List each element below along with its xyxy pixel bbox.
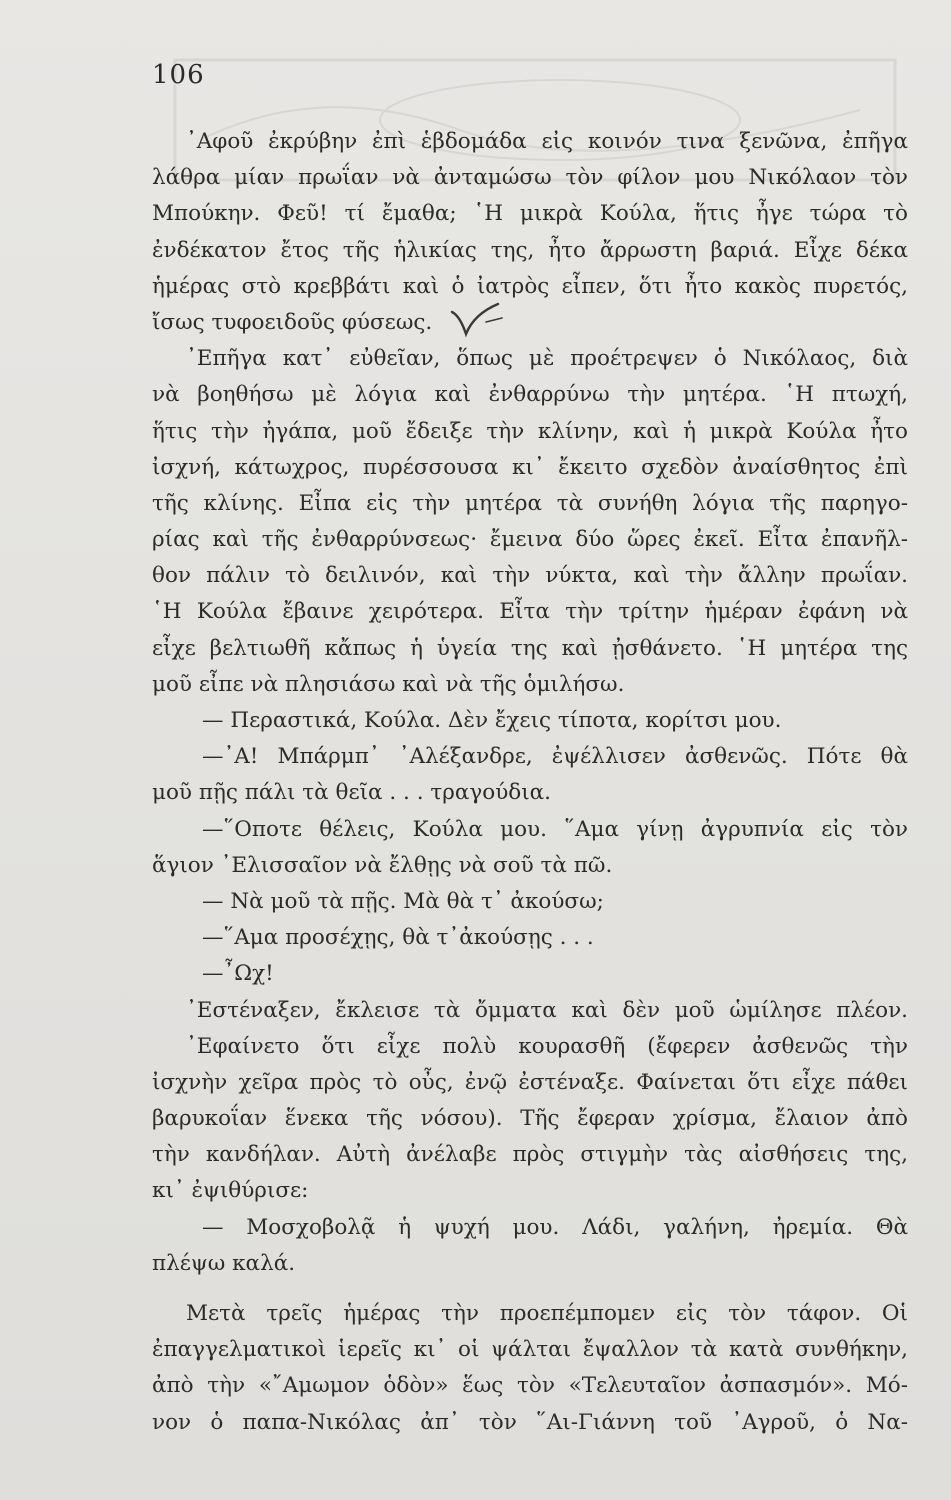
- text-line: —῏Ωχ!: [202, 961, 274, 987]
- dialogue-line: [152, 812, 908, 884]
- text-line: ἐνδέκατον ἔτος τῆς ἡλικίας της, ἦτο ἄρρωστη βαριά. Εἶχε δέκα: [152, 237, 908, 263]
- text-line: τὴν κανδήλαν. Αὐτὴ ἀνέλαβε πρὸς στιγμὴν τὰς αἰσθήσεις της,: [152, 1142, 908, 1168]
- dialogue-line: [152, 920, 908, 956]
- text-line: πλέψω καλά.: [152, 1250, 296, 1276]
- text-line: —῞Αμα προσέχῃς, θὰ τ᾿ἀκούσῃς . . .: [202, 925, 594, 951]
- text-line: εἶχε βελτιωθῆ κἄπως ἡ ὑγεία της καὶ ᾐσθάνετο. ῾Η μητέρα της: [152, 635, 908, 661]
- text-line: ἅγιον ᾿Ελισσαῖον νὰ ἔλθῃς νὰ σοῦ τὰ πῶ.: [152, 852, 613, 878]
- text-line: ἰσχνή, κάτωχρος, πυρέσσουσα κι᾿ ἔκειτο σχεδὸν ἀναίσθητος ἐπὶ: [152, 454, 908, 480]
- paragraph-gap: [152, 1282, 908, 1296]
- text-line: Μπούκην. Φεῦ! τί ἔμαθα; ῾Η μικρὰ Κούλα, ἥτις ἦγε τώρα τὸ: [152, 201, 908, 227]
- dialogue-line: [152, 703, 908, 739]
- text-line: τῆς κλίνης. Εἶπα εἰς τὴν μητέρα τὰ συνήθη λόγια τῆς παρηγο-: [152, 490, 908, 516]
- text-line: νον ὁ παπα-Νικόλας ἀπ᾿ τὸν ῞Αι-Γιάννη τοῦ ᾿Αγροῦ, ὁ Να-: [152, 1409, 908, 1435]
- text-line: λάθρα μίαν πρωΐαν νὰ ἀνταμώσω τὸν φίλον μου Νικόλαον τὸν: [152, 165, 908, 191]
- text-line: μοῦ πῇς πάλι τὰ θεῖα . . . τραγούδια.: [152, 780, 552, 806]
- text-line: ἡμέρας στὸ κρεββάτι καὶ ὁ ἰατρὸς εἶπεν, ὅτι ἦτο κακὸς πυρετός,: [152, 273, 908, 299]
- text-line: Μετὰ τρεῖς ἡμέρας τὴν προεπέμπομεν εἰς τὸν τάφον. Οἱ: [186, 1301, 908, 1326]
- text-line: ᾿Εφαίνετο ὅτι εἶχε πολὺ κουρασθῆ (ἔφερεν ἀσθενῶς τὴν: [186, 1033, 908, 1059]
- paragraph: [152, 1029, 908, 1210]
- text-line: βαρυκοΐαν ἕνεκα τῆς νόσου). Τῆς ἔφεραν χρίσμα, ἔλαιον ἀπὸ: [152, 1106, 908, 1132]
- paragraph: [152, 124, 908, 341]
- text-line: ἴσως τυφοειδοῦς φύσεως.: [152, 309, 433, 335]
- text-line: — Νὰ μοῦ τὰ πῇς. Μὰ θὰ τ᾿ ἀκούσω;: [202, 888, 604, 914]
- text-line: κι᾿ ἐψιθύρισε:: [152, 1178, 309, 1204]
- text-line: θον πάλιν τὸ δειλινόν, καὶ τὴν νύκτα, καὶ τὴν ἄλλην πρωΐαν.: [152, 563, 908, 589]
- text-line: ἰσχνὴν χεῖρα πρὸς τὸ οὖς, ἐνῷ ἐστέναξε. Φαίνεται ὅτι εἶχε πάθει: [152, 1069, 908, 1095]
- text-line: μοῦ εἶπε νὰ πλησιάσω καὶ νὰ τῆς ὁμιλήσω.: [152, 671, 625, 697]
- text-line: ἥτις τὴν ἠγάπα, μοῦ ἔδειξε τὴν κλίνην, καὶ ἡ μικρὰ Κούλα ἦτο: [152, 418, 908, 444]
- paragraph: [152, 341, 908, 703]
- text-line: ἐπαγγελματικοὶ ἱερεῖς κι᾿ οἱ ψάλται ἔψαλλον τὰ κατὰ συνθήκην,: [152, 1337, 908, 1363]
- text-line: — Μοσχοβολᾷ ἡ ψυχή μου. Λάδι, γαλήνη, ἠρεμία. Θὰ: [202, 1214, 908, 1240]
- text-line: νὰ βοηθήσω μὲ λόγια καὶ ἐνθαρρύνω τὴν μητέρα. ῾Η πτωχή,: [152, 382, 908, 408]
- text-line: ρίας καὶ τῆς ἐνθαρρύνσεως· ἔμεινα δύο ὥρες ἐκεῖ. Εἶτα ἐπανῆλ-: [152, 527, 908, 553]
- paragraph: [152, 1296, 908, 1441]
- text-line: —᾿Α! Μπάρμπ᾿ ᾿Αλέξανδρε, ἐψέλλισεν ἀσθενῶς. Πότε θὰ: [202, 744, 908, 770]
- text-line: ᾿Αφοῦ ἐκρύβην ἐπὶ ἑβδομάδα εἰς κοινόν τινα ξενῶνα, ἐπῆγα: [186, 129, 908, 154]
- paragraph: [152, 993, 908, 1029]
- page-number: 106: [152, 60, 205, 90]
- text-line: —῞Οποτε θέλεις, Κούλα μου. ῞Αμα γίνῃ ἀγρυπνία εἰς τὸν: [202, 816, 908, 842]
- dialogue-line: [152, 884, 908, 920]
- text-line: — Περαστικά, Κούλα. Δὲν ἔχεις τίποτα, κορίτσι μου.: [202, 708, 782, 733]
- text-line: ῾Η Κούλα ἔβαινε χειρότερα. Εἶτα τὴν τρίτην ἡμέραν ἐφάνη νὰ: [152, 599, 908, 625]
- dialogue-line: [152, 1210, 908, 1282]
- text-line: ᾿Εστέναξεν, ἔκλεισε τὰ ὄμματα καὶ δὲν μοῦ ὡμίλησε πλέον.: [186, 997, 908, 1023]
- dialogue-line: [152, 739, 908, 811]
- text-line: ᾿Επῆγα κατ᾿ εὐθεῖαν, ὅπως μὲ προέτρεψεν ὁ Νικόλαος, διὰ: [186, 346, 908, 372]
- page-text: [152, 124, 908, 1441]
- text-line: ἀπὸ τὴν «῎Αμωμον ὁδὸν» ἕως τὸν «Τελευταῖον ἀσπασμόν». Μό-: [152, 1373, 908, 1399]
- dialogue-line: [152, 956, 908, 992]
